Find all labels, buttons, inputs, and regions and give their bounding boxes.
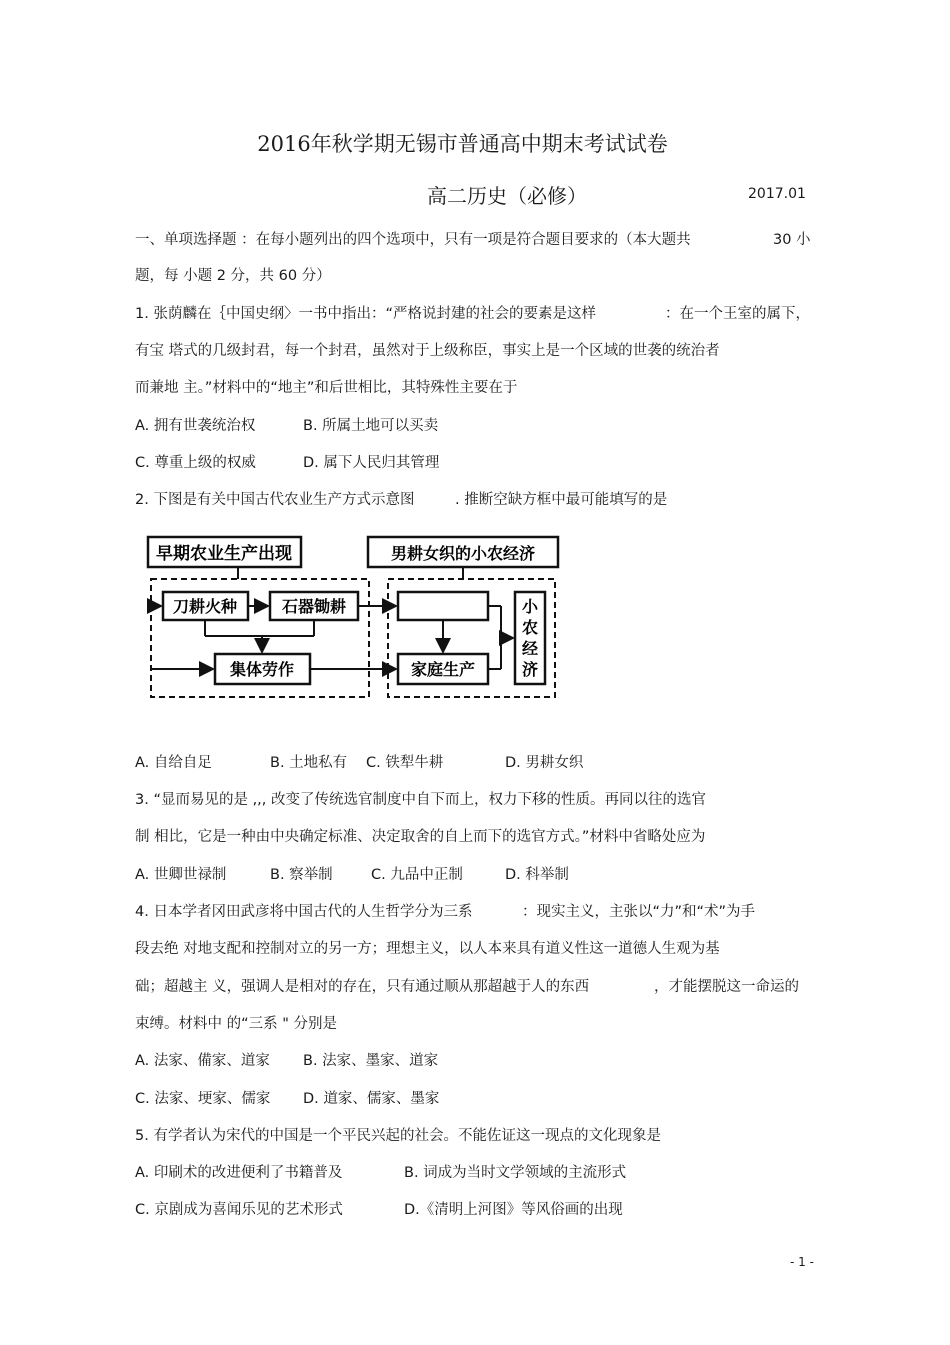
page-number: - 1 - (790, 1255, 814, 1269)
q4-option-a[interactable]: A. 法家、備家、道家 (135, 1053, 270, 1069)
box-slash-and-burn: 刀耕火种 (172, 597, 238, 616)
svg-text:经: 经 (521, 639, 539, 658)
q2-option-b[interactable]: B. 土地私有 (270, 755, 348, 771)
q4-stem: 础；超越主 义，强调人是相对的存在，只有通过顺从那超越于人的东西 (135, 979, 590, 995)
exam-title: 2016年秋学期无锡市普通高中期末考试试卷 (257, 132, 668, 156)
blank-answer-box (398, 592, 488, 620)
q1-option-b[interactable]: B. 所属土地可以买卖 (303, 418, 439, 434)
box-stone-hoe: 石器锄耕 (281, 597, 347, 616)
box-early-agriculture: 早期农业生产出现 (156, 544, 292, 564)
exam-subtitle: 高二历史（必修） (427, 184, 587, 208)
q1-stem: 有宝 塔式的几级封君，每一个封君，虽然对于上级称臣，事实上是一个区域的世袭的统治者 (135, 343, 720, 359)
q2-option-a[interactable]: A. 自给自足 (135, 755, 212, 771)
q5-option-b[interactable]: B. 词成为当时文学领域的主流形式 (404, 1165, 627, 1181)
q4-stem: ，才能摆脱这一命运的 (654, 979, 799, 995)
q1-option-c[interactable]: C. 尊重上级的权威 (135, 455, 256, 471)
q3-option-c[interactable]: C. 九品中正制 (371, 867, 463, 883)
box-family-production: 家庭生产 (410, 660, 476, 679)
q5-stem: 5. 有学者认为宋代的中国是一个平民兴起的社会。不能佐证这一现点的文化现象是 (135, 1128, 661, 1144)
q4-stem: 束缚。材料中 的“三系 " 分别是 (135, 1016, 338, 1032)
q3-option-d[interactable]: D. 科举制 (505, 867, 569, 883)
q1-stem: ：在一个王室的属下， (665, 306, 810, 322)
q2-stem: . 推断空缺方框中最可能填写的是 (455, 492, 668, 508)
section-scoring: 题，每 小题 2 分，共 60 分） (135, 268, 331, 284)
q2-stem: 2. 下图是有关中国古代农业生产方式示意图 (135, 492, 415, 508)
svg-text:济: 济 (521, 660, 539, 679)
box-collective-labor: 集体劳作 (229, 660, 295, 679)
q2-option-d[interactable]: D. 男耕女织 (505, 755, 584, 771)
q3-stem: 制 相比，它是一种由中央确定标准、决定取舍的自上而下的选官方式。”材料中省略处应为 (135, 829, 706, 845)
section-heading: 一、单项选择题 ：在每小题列出的四个选项中，只有一项是符合题目要求的（本大题共 (135, 232, 691, 248)
q3-option-a[interactable]: A. 世卿世禄制 (135, 867, 227, 883)
q3-option-b[interactable]: B. 察举制 (270, 867, 333, 883)
svg-text:小: 小 (521, 597, 539, 616)
exam-date: 2017.01 (748, 186, 806, 202)
agriculture-diagram (143, 532, 563, 702)
q4-option-c[interactable]: C. 法家、埂家、儒家 (135, 1091, 271, 1107)
q4-stem: 段去绝 对地支配和控制对立的另一方；理想主义，以人本来具有道义性这一道德人生观为基 (135, 941, 720, 957)
q3-stem: 3. “显而易见的是 ,,, 改变了传统选官制度中自下而上，权力下移的性质。再同以往的选官 (135, 792, 706, 808)
q1-stem: 1. 张荫麟在｛中国史纲〉一书中指出：“严格说封建的社会的要素是这样 (135, 306, 596, 322)
q5-option-d[interactable]: D.《清明上河图》等风俗画的出现 (404, 1202, 623, 1218)
q2-option-c[interactable]: C. 铁犁牛耕 (366, 755, 444, 771)
q5-option-c[interactable]: C. 京剧成为喜闻乐见的艺术形式 (135, 1202, 343, 1218)
q1-option-d[interactable]: D. 属下人民归其管理 (303, 455, 440, 471)
q4-option-d[interactable]: D. 道家、儒家、墨家 (303, 1091, 440, 1107)
q4-stem: ：现实主义，主张以“力”和“术”为手 (522, 904, 756, 920)
q4-stem: 4. 日本学者冈田武彦将中国古代的人生哲学分为三系 (135, 904, 473, 920)
q5-option-a[interactable]: A. 印刷术的改进便利了书籍普及 (135, 1165, 343, 1181)
svg-text:农: 农 (521, 618, 539, 637)
q1-option-a[interactable]: A. 拥有世袭统治权 (135, 418, 256, 434)
box-small-peasant-economy: 男耕女织的小农经济 (390, 544, 536, 563)
section-question-count: 30 小 (773, 232, 811, 248)
q1-stem: 而兼地 主。”材料中的“地主”和后世相比，其特殊性主要在于 (135, 380, 518, 396)
q4-option-b[interactable]: B. 法家、墨家、道家 (303, 1053, 439, 1069)
